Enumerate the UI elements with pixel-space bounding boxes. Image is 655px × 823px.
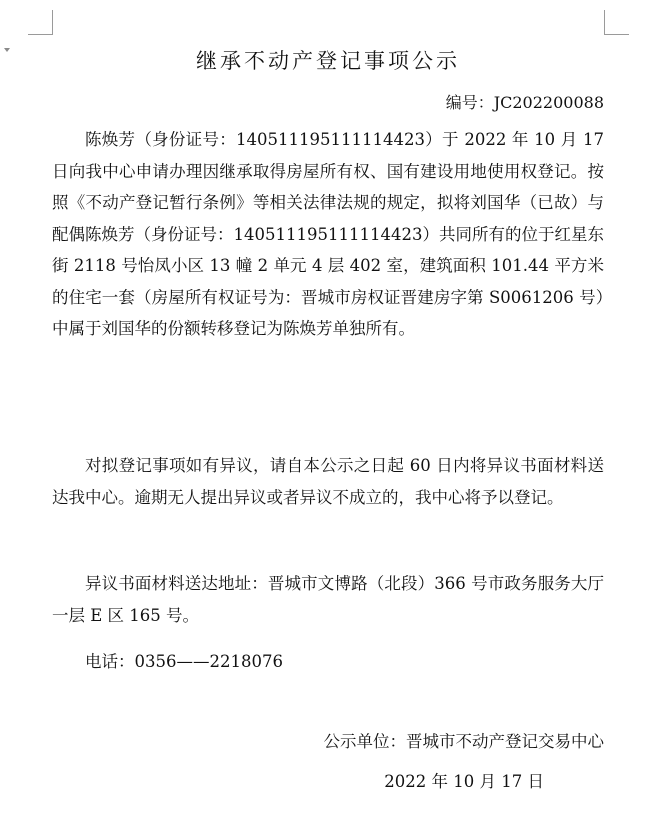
page-margin-corner-top-right [604, 10, 629, 35]
notice-paragraph-objection: 对拟登记事项如有异议，请自本公示之日起 60 日内将异议书面材料送达我中心。逾期无人提出异议或者异议不成立的，我中心将予以登记。 [52, 456, 604, 507]
document-title: 继承不动产登记事项公示 [196, 49, 460, 73]
notice-paragraph-phone: 电话：0356——2218076 [85, 652, 283, 671]
issue-date: 2022 年 10 月 17 日 [384, 772, 544, 791]
notice-paragraph-main: 陈焕芳（身份证号：140511195111114423）于 2022 年 10 月 17 日向我中心申请办理因继承取得房屋所有权、国有建设用地使用权登记。按照《不动产登记暂行条例》等相关法律法规的规定，拟将刘国华（已故）与配偶陈焕芳（身份证号：140511195111114423）共同所有的位于红星东街 2118 号怡凤小区 13 幢 2 单元 4 层 402 室，建筑面积 101.44 平方米的住宅一套（房屋所有权证号为：晋城市房权证晋建房字第 S0061206 号）中属于刘国华的份额转移登记为陈焕芳单独所有。 [52, 130, 604, 338]
document-page [52, 0, 604, 823]
document-number: 编号：JC202200088 [445, 93, 604, 112]
page-margin-corner-top-left [28, 10, 53, 35]
ruler-marker-icon [4, 48, 10, 52]
issuing-unit: 公示单位：晋城市不动产登记交易中心 [323, 732, 604, 751]
notice-paragraph-address: 异议书面材料送达地址：晋城市文博路（北段）366 号市政务服务大厅一层 E 区 165 号。 [52, 574, 604, 625]
